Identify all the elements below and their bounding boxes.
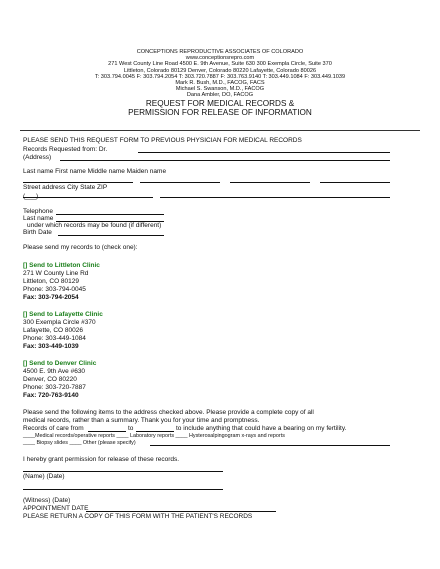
clinic-street: 300 Exempla Circle #370 — [23, 319, 96, 327]
items-paragraph-2: medical records, rather than a summary. Thank you for your time and promptness. — [23, 417, 260, 424]
letterhead — [0, 49, 440, 117]
birth-date-label: Birth Date — [23, 229, 52, 236]
street-field[interactable] — [23, 197, 153, 198]
item-checklist-1[interactable]: ____Medical records/operative reports ____ Laboratory reports ____ Hysterosalpingogram x-rays and reports — [23, 433, 285, 439]
clinic-fax: Fax: 303-449-1039 — [23, 343, 79, 351]
item-checklist-2[interactable]: ____ Biopsy slides ____ Other (please specify) — [23, 440, 136, 446]
address-label: (Address) — [23, 154, 52, 161]
website: www.conceptionsrepro.com — [185, 55, 255, 62]
clinic-checkbox-label[interactable]: [] Send to Denver Clinic — [23, 360, 97, 367]
address-line-1: 271 West County Line Road 4500 E. 9th Avenue, Suite 630 300 Exempla Circle, Suite 370 — [108, 61, 332, 68]
doctor-2: Michael S. Swanson, M.D., FACOG — [175, 86, 265, 93]
other-specify-field[interactable] — [150, 445, 390, 446]
care-to-label: to — [128, 425, 134, 432]
appointment-date-label: APPOINTMENT DATE — [23, 505, 89, 512]
address-field[interactable] — [60, 160, 390, 161]
clinic-option-littleton[interactable] — [23, 262, 100, 302]
clinic-checkbox-label[interactable]: [] Send to Littleton Clinic — [23, 262, 100, 269]
grant-permission-text: I hereby grant permission for release of these records. — [23, 456, 180, 463]
header-divider — [20, 130, 420, 131]
clinic-city: Denver, CO 80220 — [23, 376, 77, 384]
doctor-name-field[interactable] — [138, 152, 390, 153]
name-label: Last name First name Middle name Maiden name — [23, 168, 167, 175]
name-signature-field[interactable] — [23, 471, 223, 472]
phone-line: T: 303.794.0045 F: 303.794.2054 T: 303.720.7887 F: 303.763.9140 T: 303.449.1084 F: 303.449.1039 — [94, 73, 346, 80]
clinic-checkbox-label[interactable]: [] Send to Lafayette Clinic — [23, 311, 103, 318]
clinic-city: Littleton, CO 80129 — [23, 278, 80, 286]
org-name: CONCEPTIONS REPRODUCTIVE ASSOCIATES OF COLORADO — [136, 49, 304, 55]
last-name-field[interactable] — [23, 182, 133, 183]
first-name-field[interactable] — [140, 182, 220, 183]
clinic-phone: Phone: 303-449-1084 — [23, 335, 86, 343]
name-date-label: (Name) (Date) — [23, 473, 65, 480]
care-from-label: Records of care from — [23, 425, 84, 432]
form-title-2: PERMISSION FOR RELEASE OF INFORMATION — [128, 108, 312, 118]
maiden-name-field[interactable] — [320, 182, 390, 183]
clinic-city: Lafayette, CO 80026 — [23, 327, 83, 335]
middle-name-field[interactable] — [230, 182, 310, 183]
form-title-1: REQUEST FOR MEDICAL RECORDS & — [145, 98, 295, 108]
witness-signature-field[interactable] — [23, 489, 223, 490]
appointment-date-field[interactable] — [86, 511, 276, 512]
street-label: Street address City State ZIP — [23, 184, 108, 191]
doctor-1: Mark R. Bush, M.D., FACOG, FACS — [175, 80, 265, 87]
clinic-option-denver[interactable] — [23, 360, 96, 400]
clinic-street: 271 W County Line Rd — [23, 270, 89, 278]
telephone-field[interactable] — [56, 214, 164, 215]
clinic-phone: Phone: 303-794-0045 — [23, 286, 86, 294]
under-which-label: under which records may be found (if different) — [27, 222, 162, 229]
items-paragraph-1: Please send the following items to the address checked above. Please provide a complete copy of all — [23, 409, 314, 416]
witness-date-label: (Witness) (Date) — [23, 497, 71, 504]
area-code-blank: (___) — [23, 193, 39, 200]
telephone-label: Telephone — [23, 208, 53, 215]
clinic-fax: Fax: 720-763-9140 — [23, 392, 79, 400]
send-records-label: Please send my records to (check one): — [23, 244, 138, 251]
care-to-date-field[interactable] — [136, 431, 174, 432]
city-state-zip-field[interactable] — [160, 197, 390, 198]
care-include-text: to include anything that could have a bearing on my fertility. — [176, 425, 347, 432]
doctor-3: Dana Ambler, DO, FACOG — [186, 92, 254, 99]
return-instruction: PLEASE RETURN A COPY OF THIS FORM WITH THE PATIENT'S RECORDS — [23, 513, 253, 520]
clinic-phone: Phone: 303-720-7887 — [23, 384, 86, 392]
records-from-label: Records Requested from: Dr. — [23, 146, 108, 153]
address-line-2: Littleton, Colorado 80129 Denver, Colorado 80220 Lafayette, Colorado 80026 — [123, 67, 317, 74]
clinic-option-lafayette[interactable] — [23, 311, 103, 351]
instruction-text: PLEASE SEND THIS REQUEST FORM TO PREVIOUS PHYSICIAN FOR MEDICAL RECORDS — [23, 137, 302, 144]
clinic-street: 4500 E. 9th Ave #630 — [23, 368, 86, 376]
last-name-label: Last name — [23, 215, 54, 222]
clinic-fax: Fax: 303-794-2054 — [23, 294, 79, 302]
care-from-date-field[interactable] — [88, 431, 126, 432]
birth-date-field[interactable] — [58, 235, 164, 236]
